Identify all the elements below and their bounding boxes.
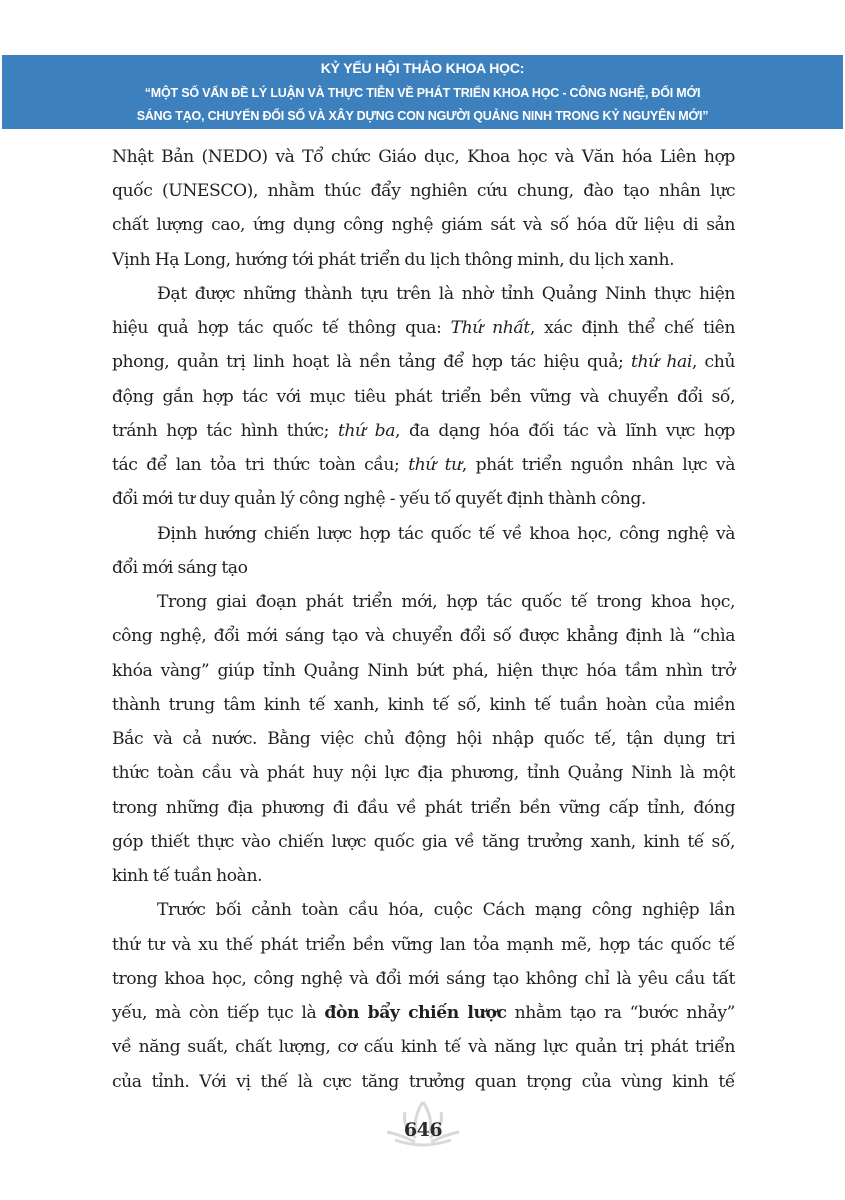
header-title: KỶ YẾU HỘI THẢO KHOA HỌC: [320,60,525,76]
emphasis: thứ tư [408,455,462,475]
text-line: tránh hợp tác hình thức; thứ ba, đa dạng hóa đối tác và lĩnh vực hợp [112,421,735,441]
page-number: 646 [403,1119,443,1141]
section-heading-line: đổi mới sáng tạo [112,558,248,578]
text-line: thứ tư và xu thế phát triển bền vững lan tỏa mạnh mẽ, hợp tác quốc tế [112,935,735,955]
text-line: hiệu quả hợp tác quốc tế thông qua: Thứ nhất, xác định thể chế tiên [112,318,735,338]
emphasis: thứ hai [631,352,692,372]
text-line: Vịnh Hạ Long, hướng tới phát triển du lịch thông minh, du lịch xanh. [112,250,675,270]
text-line: Trong giai đoạn phát triển mới, hợp tác quốc tế trong khoa học, [157,592,735,612]
text-line: quốc (UNESCO), nhằm thúc đẩy nghiên cứu chung, đào tạo nhân lực [112,181,735,201]
text-line: về năng suất, chất lượng, cơ cấu kinh tế và năng lực quản trị phát triển [112,1037,735,1057]
header-banner [2,55,843,129]
emphasis: Thứ nhất [450,318,530,338]
text-line: của tỉnh. Với vị thế là cực tăng trưởng quan trọng của vùng kinh tế [112,1072,735,1092]
text-line: trong khoa học, công nghệ và đổi mới sáng tạo không chỉ là yêu cầu tất [112,969,735,989]
text-line: đổi mới tư duy quản lý công nghệ - yếu tố quyết định thành công. [112,489,646,509]
text-line: Nhật Bản (NEDO) và Tổ chức Giáo dục, Khoa học và Văn hóa Liên hợp [112,147,735,167]
text-line: công nghệ, đổi mới sáng tạo và chuyển đổi số được khẳng định là “chìa [112,626,735,646]
header-subtitle-line-1: “MỘT SỐ VẤN ĐỀ LÝ LUẬN VÀ THỰC TIỄN VỀ PHÁT TRIỂN KHOA HỌC - CÔNG NGHỆ, ĐỔI MỚI [144,86,701,100]
bold-emphasis: đòn bẩy chiến lược [324,1003,507,1023]
text-line: góp thiết thực vào chiến lược quốc gia về tăng trưởng xanh, kinh tế số, [112,832,735,852]
text-line: khóa vàng” giúp tỉnh Quảng Ninh bứt phá, hiện thực hóa tầm nhìn trở [112,661,735,681]
text-line: Đạt được những thành tựu trên là nhờ tỉnh Quảng Ninh thực hiện [157,284,735,304]
text-line: thức toàn cầu và phát huy nội lực địa phương, tỉnh Quảng Ninh là một [112,763,735,783]
emphasis: thứ ba [337,421,396,441]
section-heading-line: Định hướng chiến lược hợp tác quốc tế về khoa học, công nghệ và [157,524,735,544]
text-line: yếu, mà còn tiếp tục là đòn bẩy chiến lược nhằm tạo ra “bước nhảy” [112,1003,735,1023]
text-line: chất lượng cao, ứng dụng công nghệ giám sát và số hóa dữ liệu di sản [112,215,735,235]
text-line: kinh tế tuần hoàn. [112,866,263,886]
text-line: tác để lan tỏa tri thức toàn cầu; thứ tư, phát triển nguồn nhân lực và [112,455,735,475]
header-subtitle-line-2: SÁNG TẠO, CHUYỂN ĐỔI SỐ VÀ XÂY DỰNG CON NGƯỜI QUẢNG NINH TRONG KỶ NGUYÊN MỚI” [136,109,709,123]
text-line: trong những địa phương đi đầu về phát triển bền vững cấp tỉnh, đóng [112,798,735,818]
text-line: Bắc và cả nước. Bằng việc chủ động hội nhập quốc tế, tận dụng tri [112,729,735,749]
text-line: phong, quản trị linh hoạt là nền tảng để hợp tác hiệu quả; thứ hai, chủ [112,352,735,372]
text-line: động gắn hợp tác với mục tiêu phát triển bền vững và chuyển đổi số, [112,387,735,407]
text-line: Trước bối cảnh toàn cầu hóa, cuộc Cách mạng công nghiệp lần [157,900,735,920]
text-line: thành trung tâm kinh tế xanh, kinh tế số, kinh tế tuần hoàn của miền [112,695,735,715]
